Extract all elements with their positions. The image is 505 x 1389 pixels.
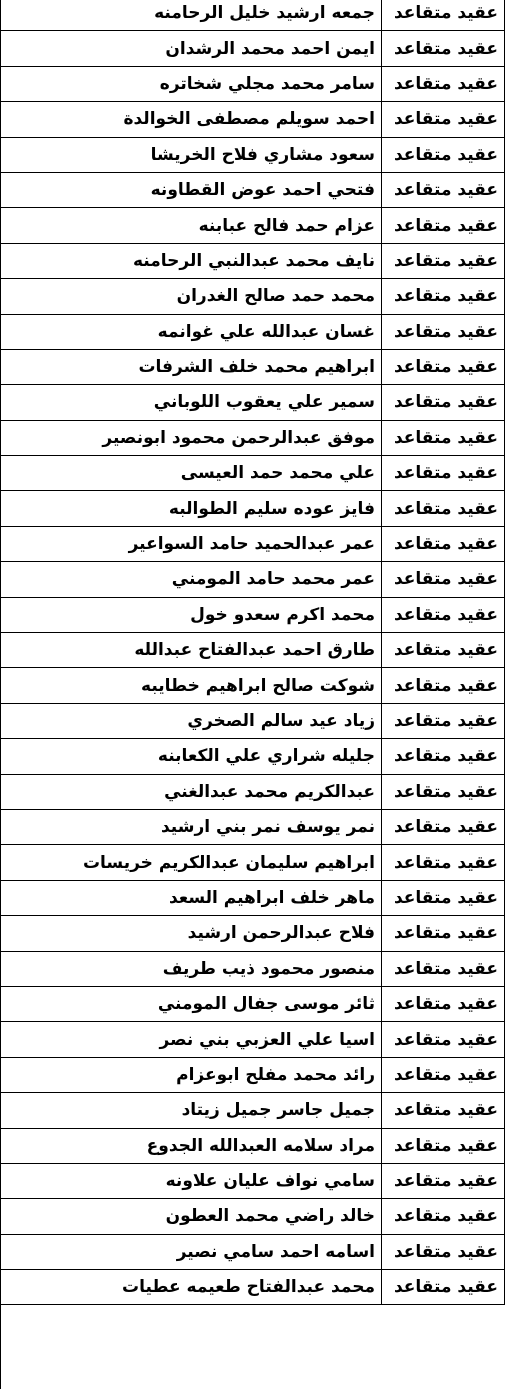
name-cell: علي محمد حمد العيسى — [0, 456, 382, 491]
name-cell: سمير علي يعقوب اللوباني — [0, 385, 382, 420]
rank-cell: عقيد متقاعد — [382, 279, 505, 314]
rank-cell: عقيد متقاعد — [382, 1199, 505, 1234]
name-cell: فايز عوده سليم الطوالبه — [0, 491, 382, 526]
rank-cell: عقيد متقاعد — [382, 1057, 505, 1092]
rank-cell: عقيد متقاعد — [382, 951, 505, 986]
rank-cell: عقيد متقاعد — [382, 845, 505, 880]
name-cell: عمر محمد حامد المومني — [0, 562, 382, 597]
name-cell: عبدالكريم محمد عبدالغني — [0, 774, 382, 809]
table-row — [0, 880, 505, 915]
table-row — [0, 668, 505, 703]
rank-cell: عقيد متقاعد — [382, 1234, 505, 1269]
name-cell: ابراهيم سليمان عبدالكريم خريسات — [0, 845, 382, 880]
table-row — [0, 774, 505, 809]
rank-cell: عقيد متقاعد — [382, 1270, 505, 1305]
name-cell: ابراهيم محمد خلف الشرفات — [0, 349, 382, 384]
rank-cell: عقيد متقاعد — [382, 102, 505, 137]
name-cell: منصور محمود ذيب طريف — [0, 951, 382, 986]
table-row — [0, 809, 505, 844]
rank-cell: عقيد متقاعد — [382, 774, 505, 809]
table-row — [0, 1128, 505, 1163]
table-row — [0, 66, 505, 101]
rank-cell: عقيد متقاعد — [382, 243, 505, 278]
rank-cell: عقيد متقاعد — [382, 66, 505, 101]
table-row — [0, 0, 505, 31]
name-cell: اسيا علي العزبي بني نصر — [0, 1022, 382, 1057]
table-row — [0, 491, 505, 526]
table-row — [0, 845, 505, 880]
rank-cell: عقيد متقاعد — [382, 703, 505, 738]
name-cell: محمد عبدالفتاح طعيمه عطيات — [0, 1270, 382, 1305]
table-row — [0, 31, 505, 66]
table-row — [0, 314, 505, 349]
name-cell: خالد راضي محمد العطون — [0, 1199, 382, 1234]
table-row — [0, 385, 505, 420]
rank-cell: عقيد متقاعد — [382, 1163, 505, 1198]
table-row — [0, 1163, 505, 1198]
name-cell: ايمن احمد محمد الرشدان — [0, 31, 382, 66]
rank-cell: عقيد متقاعد — [382, 986, 505, 1021]
table-row — [0, 597, 505, 632]
table-row — [0, 916, 505, 951]
table-row — [0, 102, 505, 137]
rank-cell: عقيد متقاعد — [382, 562, 505, 597]
name-cell: اسامه احمد سامي نصير — [0, 1234, 382, 1269]
table-row — [0, 137, 505, 172]
name-cell: جمعه ارشيد خليل الرحامنه — [0, 0, 382, 31]
rank-cell: عقيد متقاعد — [382, 1022, 505, 1057]
name-cell: سامر محمد مجلي شخاتره — [0, 66, 382, 101]
rank-cell: عقيد متقاعد — [382, 526, 505, 561]
table-row — [0, 1057, 505, 1092]
table-row — [0, 208, 505, 243]
table-row — [0, 456, 505, 491]
table-row — [0, 526, 505, 561]
name-cell: نايف محمد عبدالنبي الرحامنه — [0, 243, 382, 278]
name-cell: محمد اكرم سعدو خول — [0, 597, 382, 632]
rank-cell: عقيد متقاعد — [382, 456, 505, 491]
table-row — [0, 1234, 505, 1269]
table-row — [0, 633, 505, 668]
table-row — [0, 243, 505, 278]
name-cell: مراد سلامه العبدالله الجدوع — [0, 1128, 382, 1163]
name-cell: احمد سويلم مصطفى الخوالدة — [0, 102, 382, 137]
name-cell: زياد عيد سالم الصخري — [0, 703, 382, 738]
rank-cell: عقيد متقاعد — [382, 1128, 505, 1163]
name-cell: سعود مشاري فلاح الخريشا — [0, 137, 382, 172]
rank-cell: عقيد متقاعد — [382, 916, 505, 951]
name-cell: عزام حمد فالح عبابنه — [0, 208, 382, 243]
name-cell: طارق احمد عبدالفتاح عبدالله — [0, 633, 382, 668]
name-cell: رائد محمد مفلح ابوعزام — [0, 1057, 382, 1092]
table-row — [0, 420, 505, 455]
name-cell: فلاح عبدالرحمن ارشيد — [0, 916, 382, 951]
rank-cell: عقيد متقاعد — [382, 597, 505, 632]
rank-cell: عقيد متقاعد — [382, 314, 505, 349]
table-row — [0, 1022, 505, 1057]
table-row — [0, 951, 505, 986]
table-row — [0, 172, 505, 207]
table-row — [0, 739, 505, 774]
name-cell: شوكت صالح ابراهيم خطايبه — [0, 668, 382, 703]
name-cell: نمر يوسف نمر بني ارشيد — [0, 809, 382, 844]
rank-cell: عقيد متقاعد — [382, 420, 505, 455]
rank-cell: عقيد متقاعد — [382, 809, 505, 844]
rank-cell: عقيد متقاعد — [382, 31, 505, 66]
table-row — [0, 1270, 505, 1305]
rank-cell: عقيد متقاعد — [382, 491, 505, 526]
rank-cell: عقيد متقاعد — [382, 0, 505, 31]
table-row — [0, 703, 505, 738]
name-cell: موفق عبدالرحمن محمود ابونصير — [0, 420, 382, 455]
rank-cell: عقيد متقاعد — [382, 633, 505, 668]
name-cell: سامي نواف عليان علاونه — [0, 1163, 382, 1198]
table-row — [0, 279, 505, 314]
rank-cell: عقيد متقاعد — [382, 1093, 505, 1128]
rank-cell: عقيد متقاعد — [382, 208, 505, 243]
name-cell: فتحي احمد عوض القطاونه — [0, 172, 382, 207]
table-row — [0, 562, 505, 597]
table-row — [0, 1093, 505, 1128]
rank-cell: عقيد متقاعد — [382, 739, 505, 774]
rank-cell: عقيد متقاعد — [382, 668, 505, 703]
name-cell: عمر عبدالحميد حامد السواعير — [0, 526, 382, 561]
name-cell: غسان عبدالله علي غوانمه — [0, 314, 382, 349]
table-row — [0, 349, 505, 384]
rank-cell: عقيد متقاعد — [382, 137, 505, 172]
table-row — [0, 1199, 505, 1234]
rank-cell: عقيد متقاعد — [382, 385, 505, 420]
table-row — [0, 986, 505, 1021]
rank-cell: عقيد متقاعد — [382, 349, 505, 384]
rank-cell: عقيد متقاعد — [382, 172, 505, 207]
name-cell: محمد حمد صالح الغدران — [0, 279, 382, 314]
rank-cell: عقيد متقاعد — [382, 880, 505, 915]
name-cell: ثائر موسى جفال المومني — [0, 986, 382, 1021]
name-cell: جليله شراري علي الكعابنه — [0, 739, 382, 774]
name-cell: ماهر خلف ابراهيم السعد — [0, 880, 382, 915]
name-cell: جميل جاسر جميل زيتاد — [0, 1093, 382, 1128]
